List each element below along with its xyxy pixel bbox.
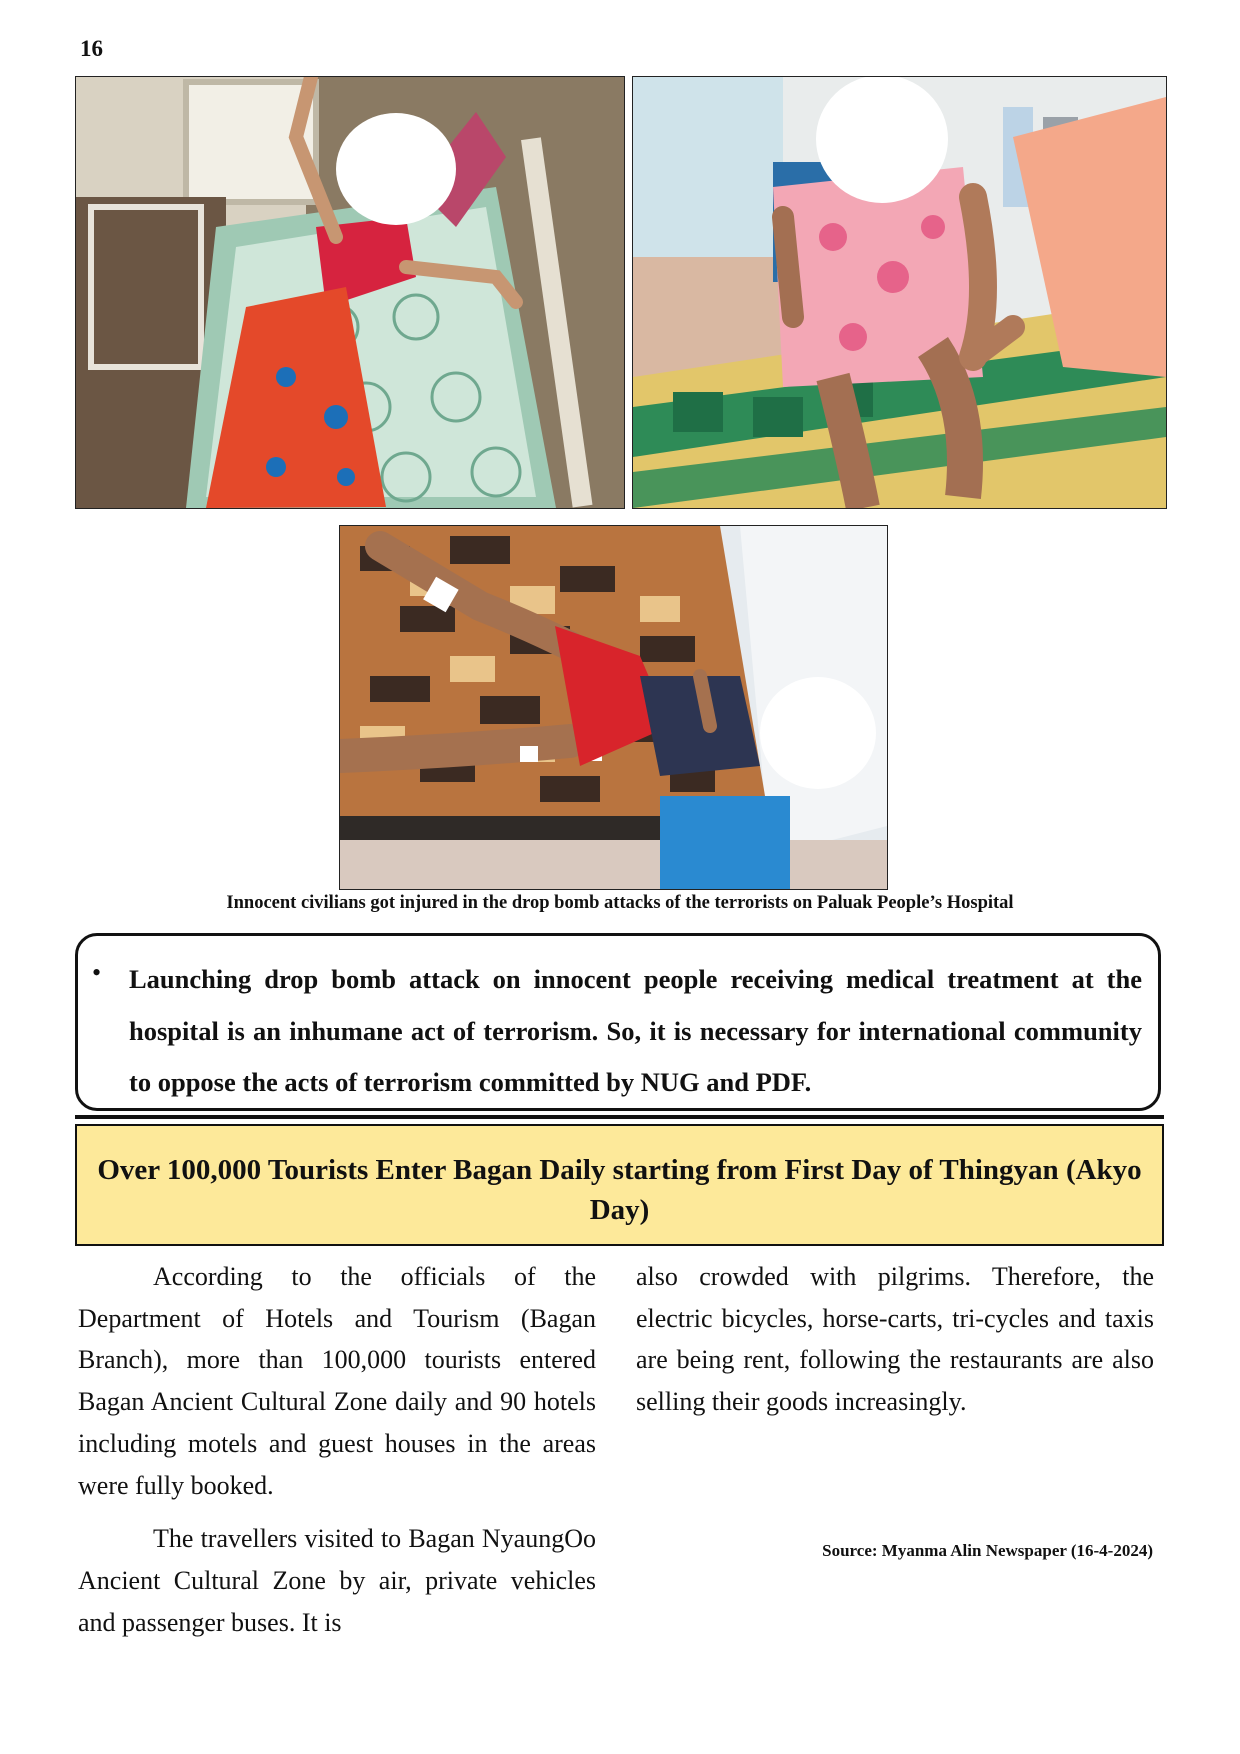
injured-child-on-mat-photo [633, 77, 1166, 508]
callout-box [75, 933, 1161, 1111]
injured-man-on-hospital-bed-photo [340, 526, 887, 889]
article-paragraph: According to the officials of the Department of Hotels and Tourism (Bagan Branch), more than 100,000 tourists entered Bagan Ancient Cultural Zone daily and 90 hotels including motels and guest houses in the areas were fully booked. [78, 1262, 596, 1500]
bullet: • [92, 958, 102, 987]
injured-child-photo [632, 76, 1167, 509]
callout-text: Launching drop bomb attack on innocent people receiving medical treatment at the hospital is an inhumane act of terrorism. So, it is necessary for international community to oppose the acts of terrorism committed by NUG and PDF. [129, 964, 1142, 1097]
photo-caption: Innocent civilians got injured in the drop bomb attacks of the terrorists on Paluak People’s Hospital [226, 893, 1014, 913]
article-paragraph: also crowded with pilgrims. Therefore, the electric bicycles, horse-carts, tri-cycles and taxis are being rent, following the restaurants are also selling their goods increasingly. [636, 1262, 1154, 1417]
article-headline: Over 100,000 Tourists Enter Bagan Daily starting from First Day of Thingyan (Akyo Day) [97, 1154, 1142, 1226]
headline-box [75, 1124, 1164, 1246]
article-source: Source: Myanma Alin Newspaper (16-4-2024) [822, 1541, 1153, 1560]
injured-woman-photo [75, 76, 625, 509]
article-paragraph: The travellers visited to Bagan NyaungOo Ancient Cultural Zone by air, private vehicles and passenger buses. It is [78, 1524, 596, 1637]
article-column-right [636, 1256, 1154, 1423]
section-divider [75, 1115, 1164, 1119]
article-column-left [78, 1256, 596, 1643]
injured-man-photo [339, 525, 888, 890]
page-number: 16 [80, 36, 103, 61]
injured-woman-on-hospital-bed-photo [76, 77, 624, 508]
